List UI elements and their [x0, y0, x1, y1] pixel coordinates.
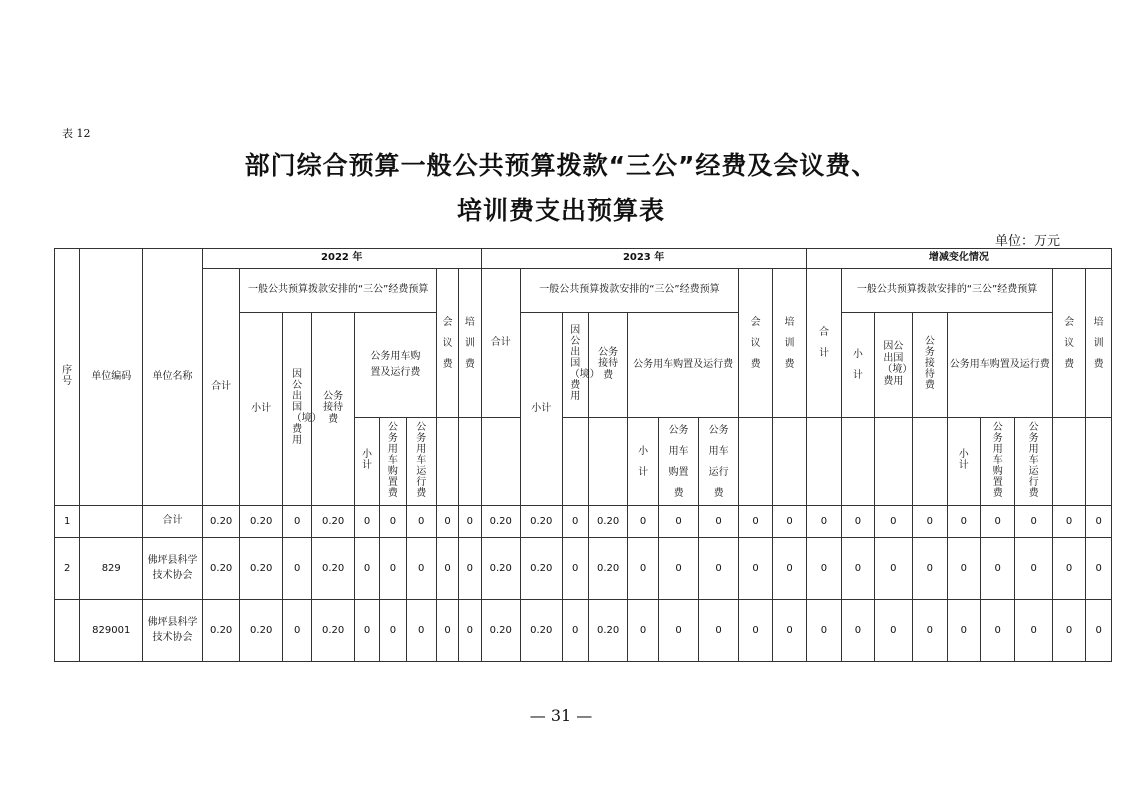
value-cell: 0: [947, 600, 980, 662]
car-subtotal-2023-header: 小计: [628, 418, 658, 506]
value-cell: 0.20: [588, 538, 628, 600]
training-2022-header: 培训费: [459, 269, 481, 418]
value-cell: 0: [628, 600, 658, 662]
car-2023-header: 公务用车购置及运行费: [628, 313, 738, 418]
value-cell: 0: [562, 506, 588, 538]
year-2022-header: 2022 年: [202, 249, 481, 269]
value-cell: 0: [947, 506, 980, 538]
abroad-2023-header: 因公出国（境）费用: [562, 313, 588, 418]
unit-label: 单位：万元: [994, 234, 1060, 249]
value-cell: 0: [282, 600, 311, 662]
value-cell: 0: [1086, 538, 1112, 600]
value-cell: 0: [842, 600, 874, 662]
year-2023-header: 2023 年: [481, 249, 806, 269]
value-cell: 0: [459, 538, 481, 600]
value-cell: 0: [1015, 538, 1052, 600]
value-cell: 0: [459, 506, 481, 538]
value-cell: 0: [806, 600, 841, 662]
budget-table: [54, 248, 1112, 662]
car-subtotal-change-header: 小计: [947, 418, 980, 506]
car-operation-2022-header: 公务用车运行费: [406, 418, 436, 506]
row-name-cell: 佛坪县科学技术协会: [143, 600, 203, 662]
training-change-header: 培训费: [1086, 269, 1112, 418]
value-cell: 0: [913, 538, 947, 600]
value-cell: 0: [406, 600, 436, 662]
row-code-cell: 829: [80, 538, 143, 600]
abroad-2022-header: 因公出国（境）费用: [282, 313, 311, 506]
value-cell: 0: [947, 538, 980, 600]
car-purchase-2022-header: 公务用车购置费: [380, 418, 406, 506]
blank-training-2023: [773, 418, 806, 506]
car-subtotal-2022-header: 小计: [354, 418, 379, 506]
value-cell: 0.20: [588, 600, 628, 662]
page-number: — 31 —: [529, 706, 593, 725]
blank-training-change: [1086, 418, 1112, 506]
value-cell: 0: [913, 506, 947, 538]
three-fees-2023-header: 一般公共预算拨款安排的“三公”经费预算: [521, 269, 739, 313]
value-cell: 0: [738, 538, 772, 600]
table-row: [55, 506, 1112, 538]
value-cell: 0: [980, 506, 1014, 538]
car-purchase-change-header: 公务用车购置费: [980, 418, 1014, 506]
blank-meeting-2022: [436, 418, 458, 506]
subtotal-2023-header: 小计: [521, 313, 563, 506]
value-cell: 0.20: [240, 538, 283, 600]
document-title-line-1: 部门综合预算一般公共预算拨款“三公”经费及会议费、: [244, 151, 878, 180]
table-row: [55, 538, 1112, 600]
value-cell: 0: [282, 538, 311, 600]
reception-2022-header: 公务接待费: [312, 313, 355, 506]
change-header: 增减变化情况: [806, 249, 1111, 269]
value-cell: 0: [436, 538, 458, 600]
value-cell: 0: [354, 538, 379, 600]
value-cell: 0: [773, 506, 806, 538]
value-cell: 0: [738, 506, 772, 538]
value-cell: 0: [1052, 600, 1085, 662]
car-2022-header: 公务用车购置及运行费: [354, 313, 436, 418]
value-cell: 0.20: [202, 538, 239, 600]
value-cell: 0: [1015, 600, 1052, 662]
value-cell: 0.20: [240, 600, 283, 662]
blank-total-change: [806, 418, 841, 506]
total-2023-header: 合计: [481, 269, 521, 418]
value-cell: 0.20: [312, 506, 355, 538]
value-cell: 0.20: [521, 600, 563, 662]
meeting-2023-header: 会议费: [738, 269, 772, 418]
value-cell: 0: [658, 600, 699, 662]
value-cell: 0: [699, 538, 739, 600]
three-fees-change-header: 一般公共预算拨款安排的“三公”经费预算: [842, 269, 1053, 313]
value-cell: 0: [380, 538, 406, 600]
row-seq-cell: 1: [55, 506, 80, 538]
value-cell: 0: [354, 506, 379, 538]
blank-subtotal-change: [842, 418, 874, 506]
value-cell: 0: [699, 506, 739, 538]
value-cell: 0: [380, 506, 406, 538]
value-cell: 0: [874, 538, 913, 600]
value-cell: 0: [980, 600, 1014, 662]
unit-name-header: 单位名称: [143, 249, 203, 506]
blank-reception-2023: [588, 418, 628, 506]
value-cell: 0.20: [481, 506, 521, 538]
value-cell: 0.20: [202, 600, 239, 662]
value-cell: 0.20: [481, 538, 521, 600]
row-code-cell: 829001: [80, 600, 143, 662]
value-cell: 0: [380, 600, 406, 662]
reception-2023-header: 公务接待费: [588, 313, 628, 418]
car-operation-2023-header: 公务用车运行费: [699, 418, 739, 506]
value-cell: 0: [436, 506, 458, 538]
blank-total-2023: [481, 418, 521, 506]
value-cell: 0.20: [521, 538, 563, 600]
row-name-cell: 合计: [143, 506, 203, 538]
value-cell: 0.20: [240, 506, 283, 538]
value-cell: 0: [658, 538, 699, 600]
subtotal-2022-header: 小计: [240, 313, 283, 506]
value-cell: 0: [459, 600, 481, 662]
value-cell: 0: [738, 600, 772, 662]
abroad-change-header: 因公出国（境）费用: [874, 313, 913, 418]
value-cell: 0: [773, 538, 806, 600]
total-change-header: 合计: [806, 269, 841, 418]
value-cell: 0: [1086, 600, 1112, 662]
subtotal-change-header: 小计: [842, 313, 874, 418]
total-2022-header: 合计: [202, 269, 239, 506]
car-operation-change-header: 公务用车运行费: [1015, 418, 1052, 506]
value-cell: 0: [980, 538, 1014, 600]
value-cell: 0.20: [481, 600, 521, 662]
value-cell: 0: [842, 506, 874, 538]
value-cell: 0: [628, 506, 658, 538]
value-cell: 0: [699, 600, 739, 662]
value-cell: 0: [874, 600, 913, 662]
value-cell: 0: [354, 600, 379, 662]
unit-code-header: 单位编码: [80, 249, 143, 506]
value-cell: 0: [806, 538, 841, 600]
training-2023-header: 培训费: [773, 269, 806, 418]
table-row: [55, 600, 1112, 662]
value-cell: 0: [436, 600, 458, 662]
value-cell: 0: [842, 538, 874, 600]
car-change-header: 公务用车购置及运行费: [947, 313, 1052, 418]
blank-abroad-2023: [562, 418, 588, 506]
value-cell: 0: [1052, 538, 1085, 600]
value-cell: 0: [406, 538, 436, 600]
car-purchase-2023-header: 公务用车购置费: [658, 418, 699, 506]
blank-meeting-change: [1052, 418, 1085, 506]
row-name-cell: 佛坪县科学技术协会: [143, 538, 203, 600]
value-cell: 0.20: [521, 506, 563, 538]
meeting-2022-header: 会议费: [436, 269, 458, 418]
value-cell: 0: [913, 600, 947, 662]
reception-change-header: 公务接待费: [913, 313, 947, 418]
value-cell: 0: [1052, 506, 1085, 538]
value-cell: 0: [562, 600, 588, 662]
meeting-change-header: 会议费: [1052, 269, 1085, 418]
value-cell: 0.20: [312, 600, 355, 662]
value-cell: 0.20: [588, 506, 628, 538]
value-cell: 0: [406, 506, 436, 538]
value-cell: 0: [874, 506, 913, 538]
value-cell: 0: [562, 538, 588, 600]
value-cell: 0: [282, 506, 311, 538]
row-seq-cell: [55, 600, 80, 662]
value-cell: 0.20: [312, 538, 355, 600]
three-fees-2022-header: 一般公共预算拨款安排的“三公”经费预算: [240, 269, 437, 313]
document-title-line-2: 培训费支出预算表: [456, 196, 665, 225]
value-cell: 0: [658, 506, 699, 538]
value-cell: 0: [773, 600, 806, 662]
table-number: 表 12: [62, 127, 91, 140]
blank-reception-change: [913, 418, 947, 506]
value-cell: 0: [1086, 506, 1112, 538]
row-seq-cell: 2: [55, 538, 80, 600]
blank-training-2022: [459, 418, 481, 506]
value-cell: 0: [806, 506, 841, 538]
value-cell: 0.20: [202, 506, 239, 538]
seq-header: 序号: [55, 249, 80, 506]
blank-meeting-2023: [738, 418, 772, 506]
row-code-cell: [80, 506, 143, 538]
value-cell: 0: [1015, 506, 1052, 538]
blank-abroad-change: [874, 418, 913, 506]
value-cell: 0: [628, 538, 658, 600]
